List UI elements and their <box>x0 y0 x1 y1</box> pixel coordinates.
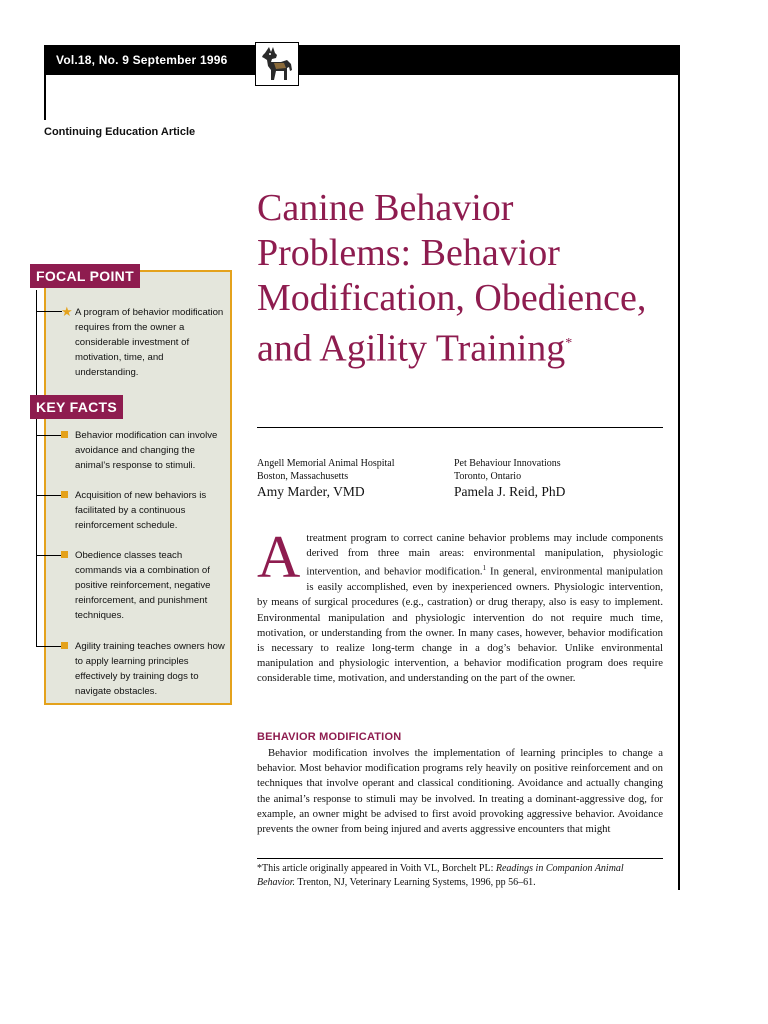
reference-1: 1 <box>482 564 487 573</box>
bullet-square-icon <box>61 491 68 498</box>
footnote-rule <box>257 858 663 859</box>
section-paragraph: Behavior modification involves the implementation of learning principles to change a behavior. Most behavior modification programs rely heavily on positive reinforcement and on techniques that involve operant and classical conditioning. Avoidance and actually changing the animal’s response to stimuli may be involved. In treating a dominant-aggressive dog, for example, an owner might be advised to first avoid provoking aggressive behavior. Avoidance prevents the owner from being injured and averts aggressive encounters that might <box>257 747 663 836</box>
title-rule <box>257 427 663 428</box>
german-shepherd-dog-icon <box>255 42 299 86</box>
author-2-institution: Pet Behaviour Innovations <box>454 458 561 469</box>
key-fact-tick <box>36 555 62 556</box>
author-1-institution: Angell Memorial Animal Hospital <box>257 458 395 469</box>
focal-point-text: A program of behavior modification requires from the owner a considerable investment of motivation, time, and understanding. <box>75 307 224 378</box>
footnote-suffix: Trenton, NJ, Veterinary Learning Systems, 1996, pp 56–61. <box>295 876 536 888</box>
key-fact-4: Agility training teaches owners how to apply learning principles effectively by training dogs to navigate obstacles. <box>75 641 225 697</box>
dog-logo-svg <box>256 43 298 85</box>
key-fact-1: Behavior modification can involve avoidance and changing the animal’s response to stimuli. <box>75 430 218 471</box>
bullet-square-icon <box>61 642 68 649</box>
star-icon: ★ <box>61 304 73 319</box>
frame-line-left <box>44 75 46 120</box>
article-category: Continuing Education Article <box>44 126 196 138</box>
frame-line-right <box>678 75 680 890</box>
intro-text-2: In general, environmental manipulation is easily accomplished, even by inexperienced owners. Physiologic intervention, by means of surgical procedures (e.g., castration) or drug therapy, also is easy to implement. Environmental manipulation and physiologic intervention do not require much time, motivation, or understanding from the owner. In many cases, however, behavior modification is necessary to realize long-term change in a dog’s behavior. Unlike environmental manipulation and physiologic intervention, a behavior modification program does require considerable time, motivation, and understanding on the part of the owner. <box>257 565 664 685</box>
footnote-prefix: *This article originally appeared in Voith VL, Borchelt PL: <box>257 863 496 874</box>
author-1-location: Boston, Massachusetts <box>257 471 349 482</box>
author-block-2 <box>454 457 565 501</box>
intro-paragraph <box>257 524 664 687</box>
title-footnote-marker: * <box>565 336 573 351</box>
footnote-book-title: Readings in Companion Animal Behavior. <box>257 863 624 888</box>
key-fact-2: Acquisition of new behaviors is facilitated by a continuous reinforcement schedule. <box>75 490 207 531</box>
focal-point-label: FOCAL POINT <box>30 264 140 288</box>
key-fact-tick <box>36 435 62 436</box>
bullet-square-icon <box>61 431 68 438</box>
focal-point-tick <box>36 311 62 312</box>
footnote <box>257 862 663 889</box>
title-text: Canine Behavior Problems: Behavior Modification, Obedience, and Agility Training <box>257 187 647 370</box>
author-1-name: Amy Marder, VMD <box>257 484 365 499</box>
author-2-location: Toronto, Ontario <box>454 471 522 482</box>
sidebar-connector-line <box>36 290 37 646</box>
issue-info: Vol.18, No. 9 September 1996 <box>56 53 228 67</box>
key-facts-label: KEY FACTS <box>30 395 123 419</box>
key-fact-tick <box>36 495 62 496</box>
article-title <box>257 186 677 372</box>
bullet-square-icon <box>61 551 68 558</box>
drop-cap: A <box>257 524 301 590</box>
section-heading: BEHAVIOR MODIFICATION <box>257 731 402 743</box>
key-fact-3: Obedience classes teach commands via a combination of positive reinforcement, negative reinforcement, and punishment techniques. <box>75 550 211 621</box>
intro-text-1: treatment program to correct canine behavior problems may include components derived from three main areas: environmental manipulation, physiologic intervention, and behavior modification. <box>306 532 663 578</box>
key-fact-tick <box>36 646 62 647</box>
author-block-1 <box>257 457 394 501</box>
author-2-name: Pamela J. Reid, PhD <box>454 484 566 499</box>
